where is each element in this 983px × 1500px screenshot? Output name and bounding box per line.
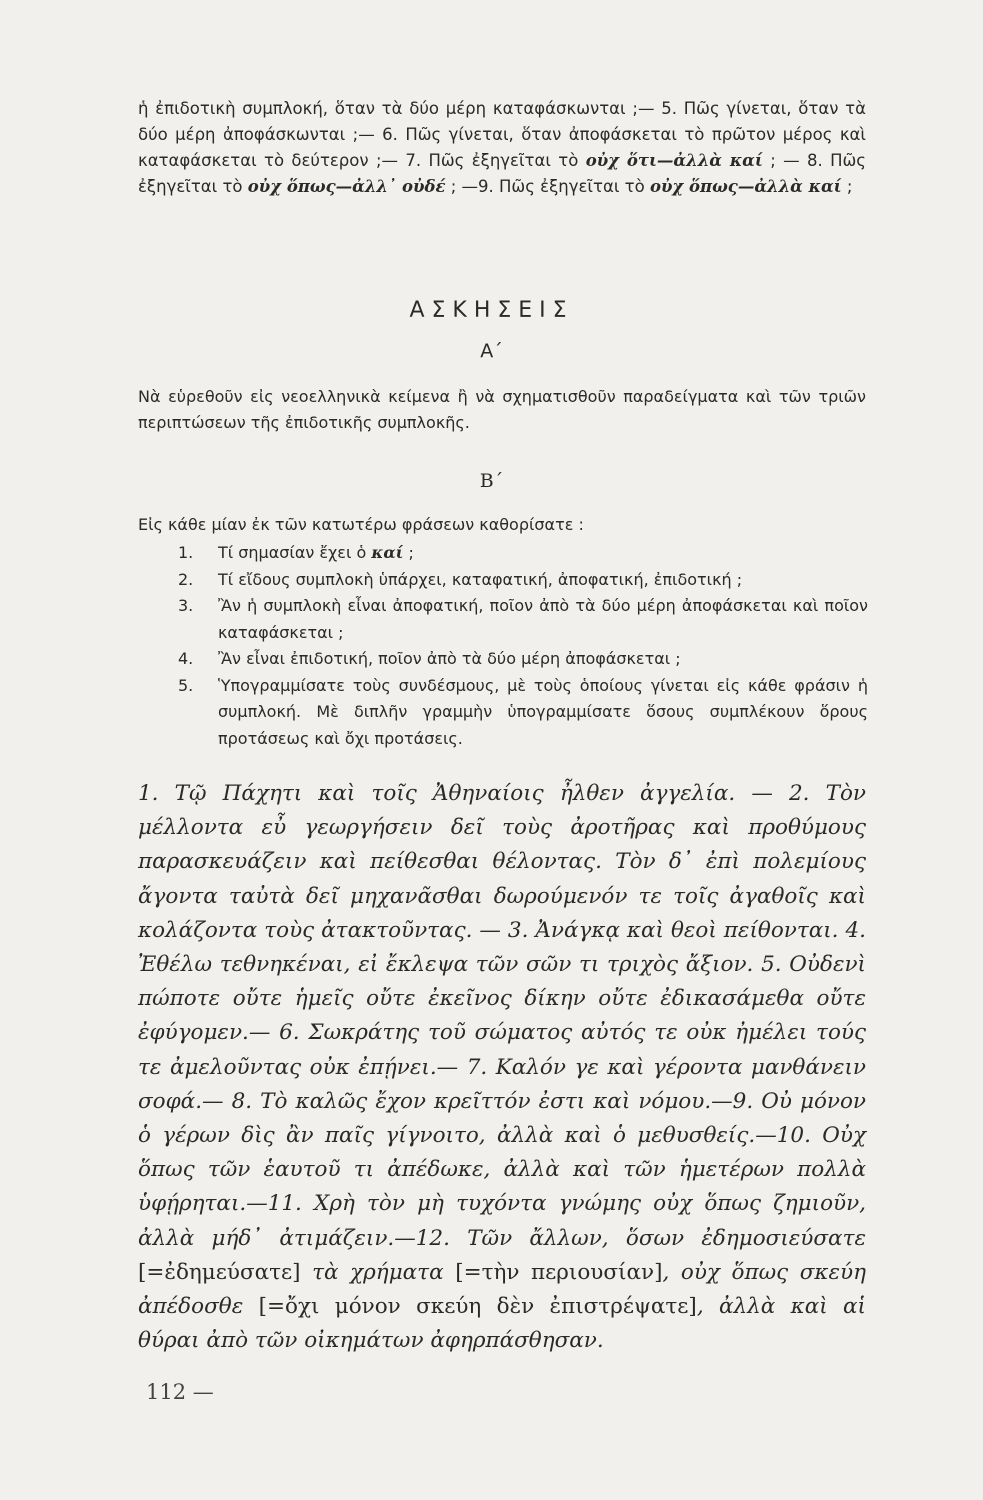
intro-questions: [138, 96, 866, 200]
greek-gloss: [=ὄχι μόνον σκεύη δὲν ἐπιστρέψατε]: [258, 1294, 697, 1320]
intro-text: ;: [841, 177, 853, 196]
exercise-b-intro: Εἰς κάθε μίαν ἐκ τῶν κατωτέρω φράσεων καθορίσατε :: [138, 515, 584, 534]
greek-gloss: [=τὴν περιουσίαν]: [455, 1259, 663, 1285]
page-number: 112 —: [146, 1380, 214, 1404]
question-item: [178, 567, 868, 594]
greek-text: 1. Τῷ Πάχητι καὶ τοῖς Ἀθηναίοις ἦλθεν ἀγγελία. — 2. Τὸν μέλλοντα εὖ γεωργήσειν δεῖ τοὺς ἀροτῆρας καὶ προθύμους παρασκευάζειν καὶ πείθεσθαι θέλοντας. Τὸν δ᾽ ἐπὶ πολεμίους ἄγοντα ταὐτὰ δεῖ μηχανᾶσθαι δωρούμενόν τε τοῖς ἀγαθοῖς καὶ κολάζοντα τοὺς ἀτακτοῦντας. — 3. Ἀνάγκᾳ καὶ θεοὶ πείθονται. 4. Ἐθέλω τεθνηκέναι, εἰ ἔκλεψα τῶν σῶν τι τριχὸς ἄξιον. 5. Οὐδενὶ πώποτε οὔτε ἡμεῖς οὔτε ἐκεῖνος δίκην οὔτε ἐδικασάμεθα οὔτε ἐφύγομεν.— 6. Σωκράτης τοῦ σώματος αὐτός τε οὐκ ἠμέλει τούς τε ἀμελοῦντας οὐκ ἐπῄνει.— 7. Καλόν γε καὶ γέροντα μανθάνειν σοφά.— 8. Τὸ καλῶς ἔχον κρεῖττόν ἐστι καὶ νόμου.—9. Οὐ μόνον ὁ γέρων δὶς ἂν παῖς γίγνοιτο, ἀλλὰ καὶ ὁ μεθυσθείς.—10. Οὐχ ὅπως τῶν ἑαυτοῦ τι ἀπέδωκε, ἀλλὰ καὶ τῶν ἡμετέρων πολλὰ ὑφῄρηται.—11. Χρὴ τὸν μὴ τυχόντα γνώμης οὐχ ὅπως ζημιοῦν, ἀλλὰ μήδ᾽ ἀτιμάζειν.—12. Τῶν ἄλλων, ὅσων ἐδημοσιεύσατε: [138, 781, 866, 1251]
question-number: 1.: [178, 543, 194, 562]
ancient-greek-sentences: [138, 777, 866, 1358]
exercises-heading: ΑΣΚΗΣΕΙΣ: [409, 298, 574, 323]
intro-text: ; — 8. Πῶς ἐξηγεῖται τὸ: [138, 151, 866, 196]
question-phrase: καί: [371, 543, 404, 562]
greek-gloss: [=ἐδημεύσατε]: [138, 1259, 301, 1285]
exercise-b-questions: [178, 540, 868, 752]
question-item: [178, 593, 868, 646]
question-item: [178, 673, 868, 753]
greek-text: τὰ χρήματα: [300, 1259, 456, 1285]
greek-text: , οὐχ ὅπως σκεύη ἀπέδοσθε: [138, 1259, 866, 1320]
question-number: 4.: [178, 649, 194, 668]
exercise-a-text: Νὰ εὑρεθοῦν εἰς νεοελληνικὰ κείμενα ἢ νὰ σχηματισθοῦν παραδείγματα καὶ τῶν τριῶν περιπτώσεων τῆς ἐπιδοτικῆς συμπλοκῆς.: [138, 387, 866, 432]
intro-phrase: οὐχ ὅτι—ἀλλὰ καί: [585, 151, 763, 170]
question-number: 5.: [178, 675, 194, 695]
intro-phrase: οὐχ ὅπως—ἀλλὰ καί: [649, 177, 842, 196]
question-text: Ἂν εἶναι ἐπιδοτική, ποῖον ἀπὸ τὰ δύο μέρη ἀποφάσκεται ;: [218, 649, 681, 668]
question-item: [178, 540, 868, 567]
question-text: Τί εἴδους συμπλοκὴ ὑπάρχει, καταφατική, ἀποφατική, ἐπιδοτική ;: [218, 569, 743, 589]
intro-phrase: οὐχ ὅπως—ἀλλ᾽ οὐδέ: [247, 177, 446, 196]
question-text: Ὑπογραμμίσατε τοὺς συνδέσμους, μὲ τοὺς ὁποίους γίνεται εἰς κάθε φράσιν ἡ συμπλοκή. Μὲ διπλῆν γραμμὴν ὑπογραμμίσατε ὅσους συμπλέκουν ὅρους προτάσεως καὶ ὄχι προτάσεις.: [218, 675, 868, 748]
exercise-b-label: Β΄: [479, 470, 504, 492]
question-text: ;: [403, 543, 414, 562]
question-number: 2.: [178, 569, 194, 589]
intro-text: ; —9. Πῶς ἐξηγεῖται τὸ: [445, 177, 650, 196]
exercise-a-label: Α΄: [480, 340, 503, 362]
intro-text: ἡ ἐπιδοτικὴ συμπλοκή, ὅταν τὰ δύο μέρη καταφάσκωνται ;— 5. Πῶς γίνεται, ὅταν τὰ δύο μέρη ἀποφάσκωνται ;— 6. Πῶς γίνεται, ὅταν ἀποφάσκεται τὸ πρῶτον μέρος καὶ καταφάσκεται τὸ δεύτερον ;— 7. Πῶς ἐξηγεῖται τὸ: [138, 99, 866, 170]
question-number: 3.: [178, 596, 194, 615]
greek-text: , ἀλλὰ καὶ αἱ θύραι ἀπὸ τῶν οἰκημάτων ἀφηρπάσθησαν.: [138, 1294, 866, 1354]
question-item: [178, 646, 868, 673]
question-text: Ἂν ἡ συμπλοκὴ εἶναι ἀποφατική, ποῖον ἀπὸ τὰ δύο μέρη ἀποφάσκεται καὶ ποῖον καταφάσκεται ;: [218, 596, 868, 642]
question-text: Τί σημασίαν ἔχει ὁ: [218, 543, 372, 562]
